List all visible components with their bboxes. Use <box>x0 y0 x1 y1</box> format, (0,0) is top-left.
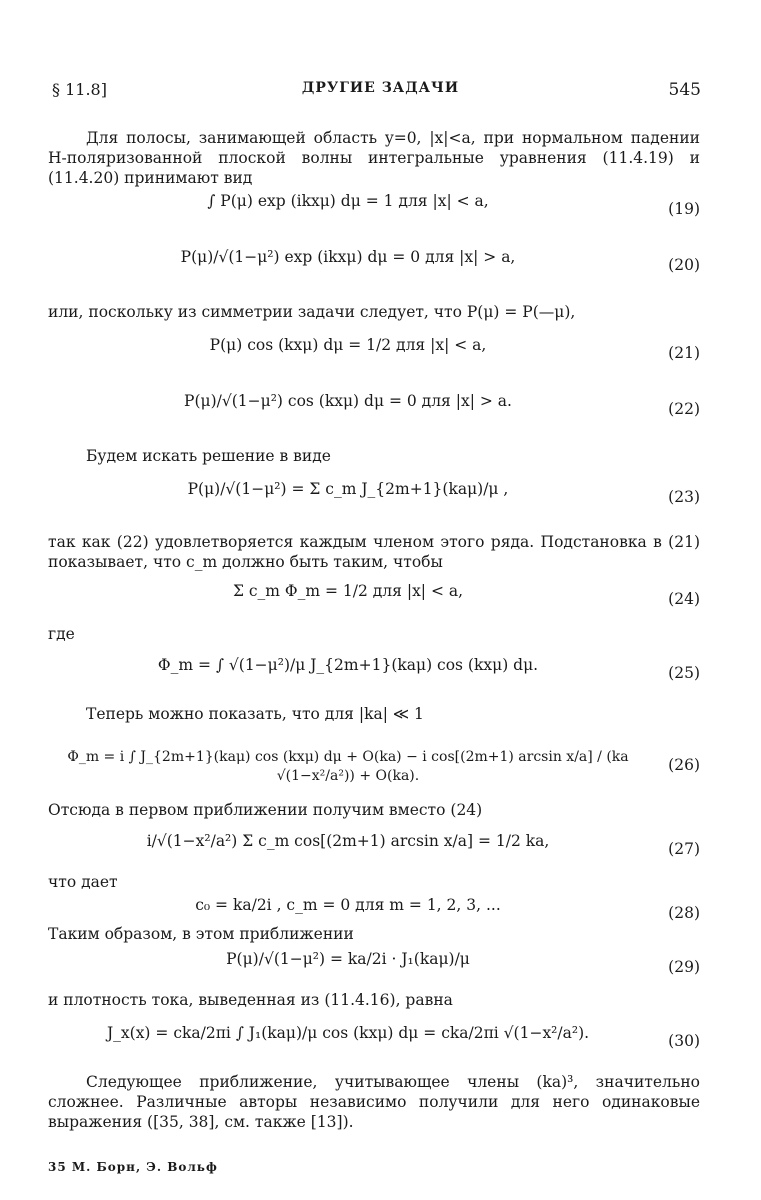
equation-27 <box>48 832 700 872</box>
equation-28-text: c₀ = ka/2i , c_m = 0 для m = 1, 2, 3, ... <box>195 896 501 914</box>
equation-30-text: J_x(x) = cka/2πi ∫ J₁(kaμ)/μ cos (kxμ) dμ = cka/2πi √(1−x²/a²). <box>106 1024 590 1042</box>
paragraph-3: Будем искать решение в виде <box>86 447 331 465</box>
equation-22-text: P(μ)/√(1−μ²) cos (kxμ) dμ = 0 для |x| > a. <box>184 392 512 410</box>
equation-number: (23) <box>668 488 700 506</box>
section-ref: § 11.8] <box>52 80 107 99</box>
equation-number: (28) <box>668 904 700 922</box>
equation-26-text: Φ_m = i ∫ J_{2m+1}(kaμ) cos (kxμ) dμ + O(ka) − i cos[(2m+1) arcsin x/a] / (ka √(1−x²/a²)) + O(ka). <box>67 749 629 784</box>
equation-21-text: P(μ) cos (kxμ) dμ = 1/2 для |x| < a, <box>209 336 487 354</box>
equation-number: (22) <box>668 400 700 418</box>
paragraph-2: или, поскольку из симметрии задачи следует, что P(μ) = P(—μ), <box>48 303 576 321</box>
equation-number: (25) <box>668 664 700 682</box>
equation-21 <box>48 336 700 376</box>
equation-20 <box>48 248 700 288</box>
paragraph-8: что дает <box>48 873 118 891</box>
equation-number: (20) <box>668 256 700 274</box>
paragraph-4: так как (22) удовлетворяется каждым членом этого ряда. Подстановка в (21) показывает, что c_m должно быть таким, чтобы <box>48 533 700 571</box>
paragraph-6: Теперь можно показать, что для |ka| ≪ 1 <box>86 705 424 723</box>
equation-27-text: i/√(1−x²/a²) Σ c_m cos[(2m+1) arcsin x/a] = 1/2 ka, <box>146 832 550 850</box>
paragraph-11: Следующее приближение, учитывающее члены (ka)³, значительно сложнее. Различные авторы независимо получили для него одинаковые выражения ([35, 38], см. также [13]). <box>48 1073 700 1131</box>
signature-mark: 35 М. Борн, Э. Вольф <box>48 1160 218 1174</box>
paragraph-9: Таким образом, в этом приближении <box>48 925 354 943</box>
equation-30 <box>48 1024 700 1064</box>
paragraph-1: Для полосы, занимающей область y=0, |x|<a, при нормальном падении H-поляризованной плоской волны интегральные уравнения (11.4.19) и (11.4.20) принимают вид <box>48 129 700 187</box>
equation-number: (29) <box>668 958 700 976</box>
equation-number: (19) <box>668 200 700 218</box>
equation-19-text: ∫ P(μ) exp (ikxμ) dμ = 1 для |x| < a, <box>207 192 489 210</box>
equation-29 <box>48 950 700 990</box>
equation-20-text: P(μ)/√(1−μ²) exp (ikxμ) dμ = 0 для |x| > a, <box>180 248 516 266</box>
equation-19 <box>48 192 700 232</box>
paragraph-5: где <box>48 625 75 643</box>
page-number: 545 <box>668 80 701 100</box>
paragraph-7: Отсюда в первом приближении получим вместо (24) <box>48 801 483 819</box>
equation-number: (27) <box>668 840 700 858</box>
equation-number: (30) <box>668 1032 700 1050</box>
paragraph-10: и плотность тока, выведенная из (11.4.16), равна <box>48 991 453 1009</box>
equation-number: (21) <box>668 344 700 362</box>
equation-24 <box>48 582 700 622</box>
equation-25 <box>48 656 700 696</box>
equation-26 <box>48 748 700 798</box>
equation-number: (24) <box>668 590 700 608</box>
equation-24-text: Σ c_m Φ_m = 1/2 для |x| < a, <box>232 582 464 600</box>
equation-number: (26) <box>668 756 700 774</box>
equation-22 <box>48 392 700 432</box>
equation-25-text: Φ_m = ∫ √(1−μ²)/μ J_{2m+1}(kaμ) cos (kxμ) dμ. <box>157 656 539 674</box>
equation-23 <box>48 480 700 520</box>
running-title: ДРУГИЕ ЗАДАЧИ <box>301 80 460 96</box>
equation-23-text: P(μ)/√(1−μ²) = Σ c_m J_{2m+1}(kaμ)/μ , <box>187 480 509 498</box>
equation-29-text: P(μ)/√(1−μ²) = ka/2i · J₁(kaμ)/μ <box>226 950 470 968</box>
